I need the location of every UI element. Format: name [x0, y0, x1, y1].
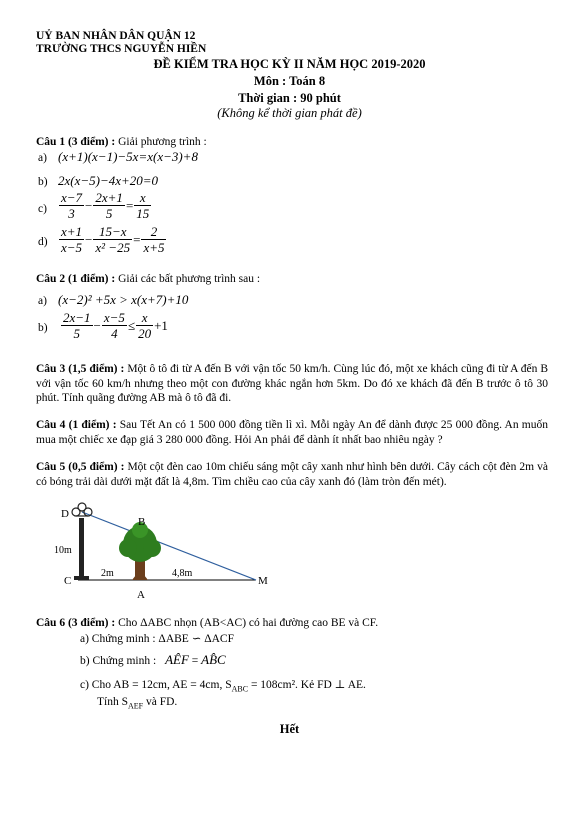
- fig-label-A: A: [137, 589, 145, 601]
- tree-icon: [119, 522, 161, 580]
- q1a-equation: (x+1)(x−1)−5x=x(x−3)+8: [58, 149, 198, 164]
- q1c-frac-2: $\frac{2x+1}{5}$: [95, 190, 123, 221]
- header-left: [36, 30, 206, 56]
- q1d-frac-3: $\frac{2}{x+5}$: [143, 224, 165, 255]
- q6-label: Câu 6 (3 điểm) :: [36, 617, 116, 629]
- q2-heading: [36, 272, 546, 286]
- q6b-lhs: AÊF: [165, 652, 189, 667]
- header-district: UỶ BAN NHÂN DÂN QUẬN 12: [36, 30, 196, 42]
- q5-label: Câu 5 (0,5 điểm) :: [36, 461, 125, 473]
- q2a-inequality: (x−2)² +5x > x(x+7)+10: [58, 292, 189, 307]
- lamp-base: [74, 576, 89, 580]
- q6a-item: a) Chứng minh : ΔABE ∽ ΔACF: [80, 633, 234, 645]
- q2b-frac-3: $\frac{x}{20}$: [138, 310, 152, 341]
- q6b-item: b) Chứng minh : AÊF = AB̂C: [80, 652, 226, 667]
- q3-label: Câu 3 (1,5 điểm) :: [36, 363, 125, 375]
- q2b-inequality: $\frac{2x-1}{5}$ − $\frac{x-5}{4}$ ≤ $\frac{x}{20}$ +1: [63, 310, 168, 341]
- q2b-label: b): [38, 322, 48, 334]
- q2a-label: a): [38, 295, 47, 307]
- q6b-eq: =: [191, 655, 199, 667]
- header-school: TRƯỜNG THCS NGUYỄN HIỀN: [36, 43, 207, 55]
- fig-label-B: B: [138, 516, 146, 528]
- q1b-equation: 2x(x−5)−4x+20=0: [58, 173, 159, 188]
- q5-figure: [0, 500, 579, 610]
- exam-subject: Môn : Toán 8: [253, 74, 326, 88]
- q1c-frac-3: $\frac{x}{15}$: [136, 190, 150, 221]
- q1a-label: a): [38, 152, 47, 164]
- fig-distance-2: 4,8m: [172, 568, 193, 579]
- q6c-item: c) Cho AB = 12cm, AE = 4cm, $S_{ABC} = 108cm^2$. Kẻ FD ⊥ AE.: [80, 679, 366, 694]
- q1d-label: d): [38, 236, 48, 248]
- q1d-frac-2: $\frac{15-x}{\text{x² −25}}$: [95, 224, 131, 255]
- q6b-rhs: AB̂C: [201, 652, 226, 667]
- exam-note: (Không kể thời gian phát đề): [217, 106, 362, 120]
- q1-heading: [36, 135, 546, 149]
- q1d-equation: $\frac{x+1}{x-5}$ − $\frac{15-x}{\text{x² −25}}$ = $\frac{2}{x+5}$: [61, 224, 165, 255]
- lamp-post: [79, 518, 84, 580]
- q6c-item-2: Tính $S_{AEF}$ và FD.: [97, 696, 178, 711]
- exam-title: ĐỀ KIỂM TRA HỌC KỲ II NĂM HỌC 2019-2020: [153, 57, 426, 71]
- q1c-frac-1: $\frac{x-7}{3}$: [61, 190, 83, 221]
- q2b-frac-2: $\frac{x-5}{4}$: [103, 310, 125, 341]
- q2-text: Giải các bất phương trình sau :: [115, 273, 261, 285]
- q4-text: Sau Tết An có 1 500 000 đồng tiền lì xì. Mỗi ngày An để dành được 25 000 đồng. An muốn mua một chiếc xe đạp giá 3 280 000 đồng. Hỏi An phải để dành ít nhất bao nhiêu ngày ?: [36, 419, 548, 446]
- fig-distance-1: 2m: [101, 568, 114, 579]
- q1-text: Giải phương trình :: [115, 136, 207, 148]
- q1c-equation: $\frac{x-7}{3}$ − $\frac{2x+1}{5}$ = $\frac{x}{15}$: [61, 190, 150, 221]
- q1b-label: b): [38, 176, 48, 188]
- fig-label-M: M: [258, 575, 268, 587]
- q1c-label: c): [38, 203, 47, 215]
- fig-height-label: 10m: [54, 545, 72, 556]
- q2-label: Câu 2 (1 điểm) :: [36, 273, 116, 285]
- q3-text: Một ô tô đi từ A đến B với vận tốc 50 km/h. Cùng lúc đó, một xe khách cũng đi từ A đến B với vận tốc 60 km/h nhưng theo một con đường khác ngắn hơn 5km. Do đó xe khách đã đến B trước ô tô 30 phút. Tính quãng đường AB mà ô tô đã đi.: [36, 363, 548, 404]
- q5-text: Một cột đèn cao 10m chiếu sáng một cây xanh như hình bên dưới. Cây cách cột đèn 2m và có bóng trải dài dưới mặt đất là 4,8m. Tìm chiều cao của cây xanh đó (làm tròn đến mét).: [36, 461, 549, 488]
- q6-text: Cho ΔABC nhọn (AB<AC) có hai đường cao BE và CF.: [115, 617, 379, 629]
- q5-paragraph: [36, 460, 548, 489]
- lamp-head-icon: [72, 503, 92, 516]
- q6-heading: [36, 616, 546, 630]
- fig-label-D: D: [61, 508, 69, 520]
- q1d-frac-1: $\frac{x+1}{x-5}$: [61, 224, 83, 255]
- fig-label-C: C: [64, 575, 72, 587]
- q1-label: Câu 1 (3 điểm) :: [36, 136, 116, 148]
- q4-label: Câu 4 (1 điểm) :: [36, 419, 117, 431]
- q2b-frac-1: $\frac{2x-1}{5}$: [63, 310, 91, 341]
- q4-paragraph: [36, 418, 548, 447]
- end-marker: Hết: [279, 722, 300, 736]
- exam-time: Thời gian : 90 phút: [238, 91, 341, 105]
- q3-paragraph: [36, 362, 548, 406]
